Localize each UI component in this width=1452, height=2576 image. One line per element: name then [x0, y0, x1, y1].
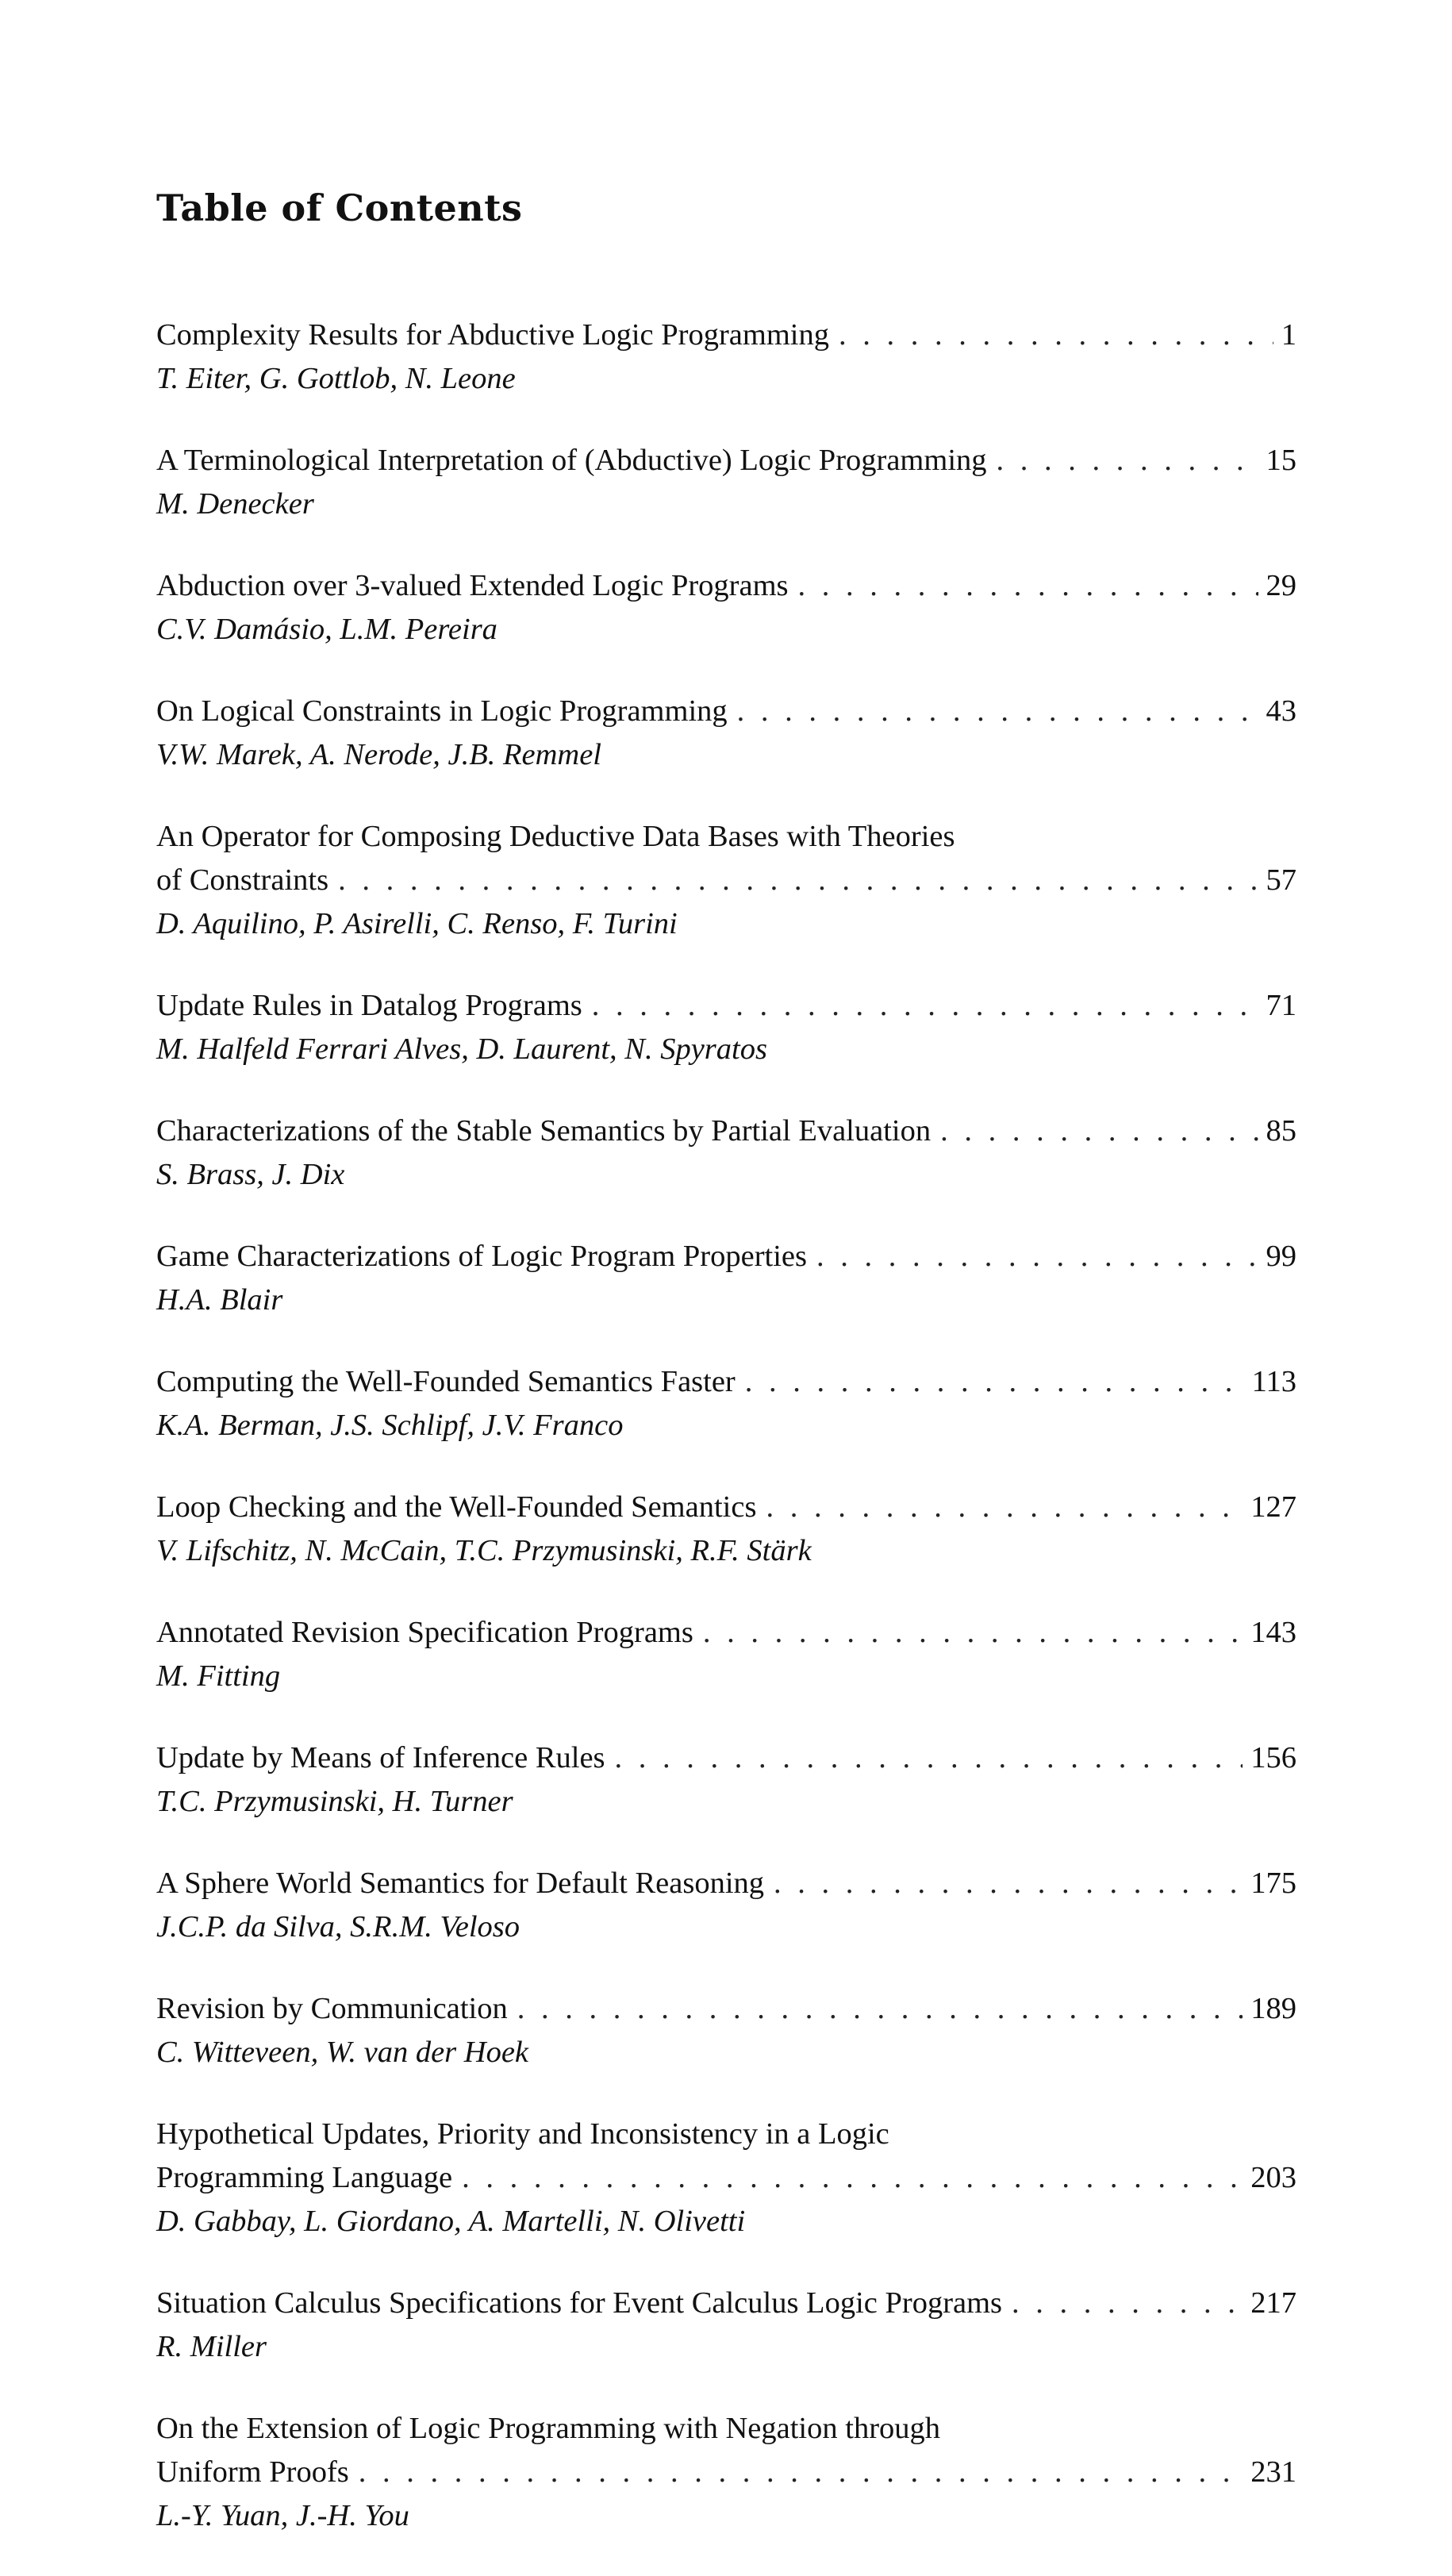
dot-leader: [798, 564, 1258, 608]
toc-entry-title-row: [156, 984, 1296, 1028]
toc-entry: [156, 1235, 1296, 1322]
toc-entry-title: Complexity Results for Abductive Logic Programming: [156, 318, 829, 352]
toc-list: [156, 313, 1296, 2576]
toc-entry-page-number: 189: [1250, 1992, 1296, 2025]
dot-leader: [997, 439, 1258, 483]
toc-entry-authors: L.-Y. Yuan, J.-H. You: [156, 2499, 409, 2532]
toc-entry: [156, 2282, 1296, 2369]
toc-entry: [156, 1486, 1296, 1573]
toc-entry-title: Update by Means of Inference Rules: [156, 1741, 605, 1774]
toc-entry-authors: C.V. Damásio, L.M. Pereira: [156, 613, 497, 646]
dot-leader: [615, 1736, 1243, 1780]
toc-entry-authors: K.A. Berman, J.S. Schlipf, J.V. Franco: [156, 1409, 624, 1442]
toc-entry-title-row: [156, 1736, 1296, 1780]
toc-entry-title-row: [156, 1360, 1296, 1404]
toc-entry-title-row: [156, 690, 1296, 733]
dot-leader: [517, 1987, 1243, 2031]
toc-entry-authors: T.C. Przymusinski, H. Turner: [156, 1785, 513, 1818]
toc-entry-authors: D. Gabbay, L. Giordano, A. Martelli, N. Olivetti: [156, 2205, 746, 2238]
toc-entry-title-line1: On the Extension of Logic Programming with Negation through: [156, 2412, 941, 2445]
toc-entry-title: Game Characterizations of Logic Program Properties: [156, 1240, 807, 1273]
toc-entry: [156, 1736, 1296, 1824]
toc-entry-title-row: [156, 2156, 1296, 2200]
toc-entry-title: Loop Checking and the Well-Founded Semantics: [156, 1490, 757, 1524]
toc-entry: [156, 2113, 1296, 2243]
toc-entry-page-number: 99: [1266, 1240, 1296, 1273]
toc-entry-title: A Terminological Interpretation of (Abductive) Logic Programming: [156, 444, 987, 477]
dot-leader: [462, 2156, 1243, 2200]
toc-entry: [156, 2407, 1296, 2538]
toc-entry-authors: J.C.P. da Silva, S.R.M. Veloso: [156, 1910, 520, 1944]
toc-entry-title-row: [156, 2282, 1296, 2325]
page-title: Table of Contents: [156, 186, 523, 229]
toc-entry-page-number: 71: [1266, 989, 1296, 1022]
toc-entry-authors: V. Lifschitz, N. McCain, T.C. Przymusinski, R.F. Stärk: [156, 1534, 812, 1567]
toc-entry-title-row: [156, 1486, 1296, 1529]
toc-entry-title: Uniform Proofs: [156, 2455, 349, 2489]
toc-entry-title: Update Rules in Datalog Programs: [156, 989, 582, 1022]
toc-entry-title-row: [156, 859, 1296, 902]
toc-entry-page-number: 127: [1250, 1490, 1296, 1524]
toc-entry-title-row: [156, 1611, 1296, 1655]
toc-entry-title: A Sphere World Semantics for Default Reasoning: [156, 1867, 765, 1900]
toc-entry-title-row: [156, 1109, 1296, 1153]
toc-entry-page-number: 203: [1250, 2161, 1296, 2194]
toc-entry-title: Programming Language: [156, 2161, 453, 2194]
toc-entry-title-row: [156, 1862, 1296, 1905]
toc-entry-title: On Logical Constraints in Logic Programming: [156, 694, 728, 728]
toc-entry-title-row: [156, 439, 1296, 483]
toc-entry: [156, 439, 1296, 526]
dot-leader: [737, 690, 1258, 733]
toc-entry-page-number: 1: [1281, 318, 1296, 352]
toc-entry-page-number: 29: [1266, 569, 1296, 602]
toc-entry-authors: M. Fitting: [156, 1659, 281, 1693]
toc-entry-title-line1: Hypothetical Updates, Priority and Inconsistency in a Logic: [156, 2117, 889, 2151]
toc-entry-title-line1: An Operator for Composing Deductive Data Bases with Theories: [156, 820, 955, 853]
toc-entry-page-number: 43: [1266, 694, 1296, 728]
dot-leader: [766, 1486, 1243, 1529]
toc-entry-title: Revision by Communication: [156, 1992, 508, 2025]
toc-entry-title-row: [156, 313, 1296, 357]
toc-entry: [156, 313, 1296, 401]
toc-entry: [156, 984, 1296, 1071]
toc-entry: [156, 1360, 1296, 1448]
dot-leader: [816, 1235, 1258, 1278]
toc-entry-authors: C. Witteveen, W. van der Hoek: [156, 2036, 528, 2069]
toc-entry-authors: H.A. Blair: [156, 1283, 283, 1317]
dot-leader: [338, 859, 1258, 902]
toc-entry-authors: D. Aquilino, P. Asirelli, C. Renso, F. Turini: [156, 907, 678, 940]
toc-entry: [156, 1611, 1296, 1698]
toc-entry-title: of Constraints: [156, 863, 329, 897]
toc-entry-authors: M. Denecker: [156, 487, 314, 521]
toc-entry: [156, 815, 1296, 946]
dot-leader: [1012, 2282, 1243, 2325]
toc-entry-authors: V.W. Marek, A. Nerode, J.B. Remmel: [156, 738, 601, 771]
dot-leader: [359, 2451, 1243, 2494]
dot-leader: [940, 1109, 1258, 1153]
toc-entry-title-row: [156, 1235, 1296, 1278]
toc-entry-authors: S. Brass, J. Dix: [156, 1158, 345, 1191]
toc-entry-title-row: [156, 564, 1296, 608]
dot-leader: [745, 1360, 1244, 1404]
dot-leader: [703, 1611, 1243, 1655]
toc-entry: [156, 1109, 1296, 1197]
toc-entry-page-number: 156: [1250, 1741, 1296, 1774]
toc-entry-page-number: 113: [1251, 1365, 1296, 1398]
toc-entry-title-row: [156, 1987, 1296, 2031]
toc-entry-authors: M. Halfeld Ferrari Alves, D. Laurent, N. Spyratos: [156, 1032, 767, 1066]
toc-entry-page-number: 57: [1266, 863, 1296, 897]
toc-entry-title: Abduction over 3-valued Extended Logic Programs: [156, 569, 789, 602]
toc-entry-page-number: 175: [1250, 1867, 1296, 1900]
toc-entry-title: Annotated Revision Specification Programs: [156, 1616, 693, 1649]
toc-entry-page-number: 15: [1266, 444, 1296, 477]
toc-entry: [156, 564, 1296, 652]
toc-entry-page-number: 217: [1250, 2286, 1296, 2320]
dot-leader: [774, 1862, 1243, 1905]
toc-entry-title: Computing the Well-Founded Semantics Faster: [156, 1365, 736, 1398]
toc-entry: [156, 1987, 1296, 2074]
toc-entry-authors: R. Miller: [156, 2330, 267, 2363]
toc-entry-title: Situation Calculus Specifications for Event Calculus Logic Programs: [156, 2286, 1003, 2320]
toc-entry-authors: T. Eiter, G. Gottlob, N. Leone: [156, 362, 516, 395]
toc-entry-page-number: 143: [1250, 1616, 1296, 1649]
toc-entry: [156, 690, 1296, 777]
dot-leader: [592, 984, 1258, 1028]
toc-entry-page-number: 85: [1266, 1114, 1296, 1148]
toc-entry-title-row: [156, 2451, 1296, 2494]
toc-entry-title: Characterizations of the Stable Semantics by Partial Evaluation: [156, 1114, 932, 1148]
toc-entry-page-number: 231: [1250, 2455, 1296, 2489]
dot-leader: [839, 313, 1273, 357]
toc-entry: [156, 1862, 1296, 1949]
